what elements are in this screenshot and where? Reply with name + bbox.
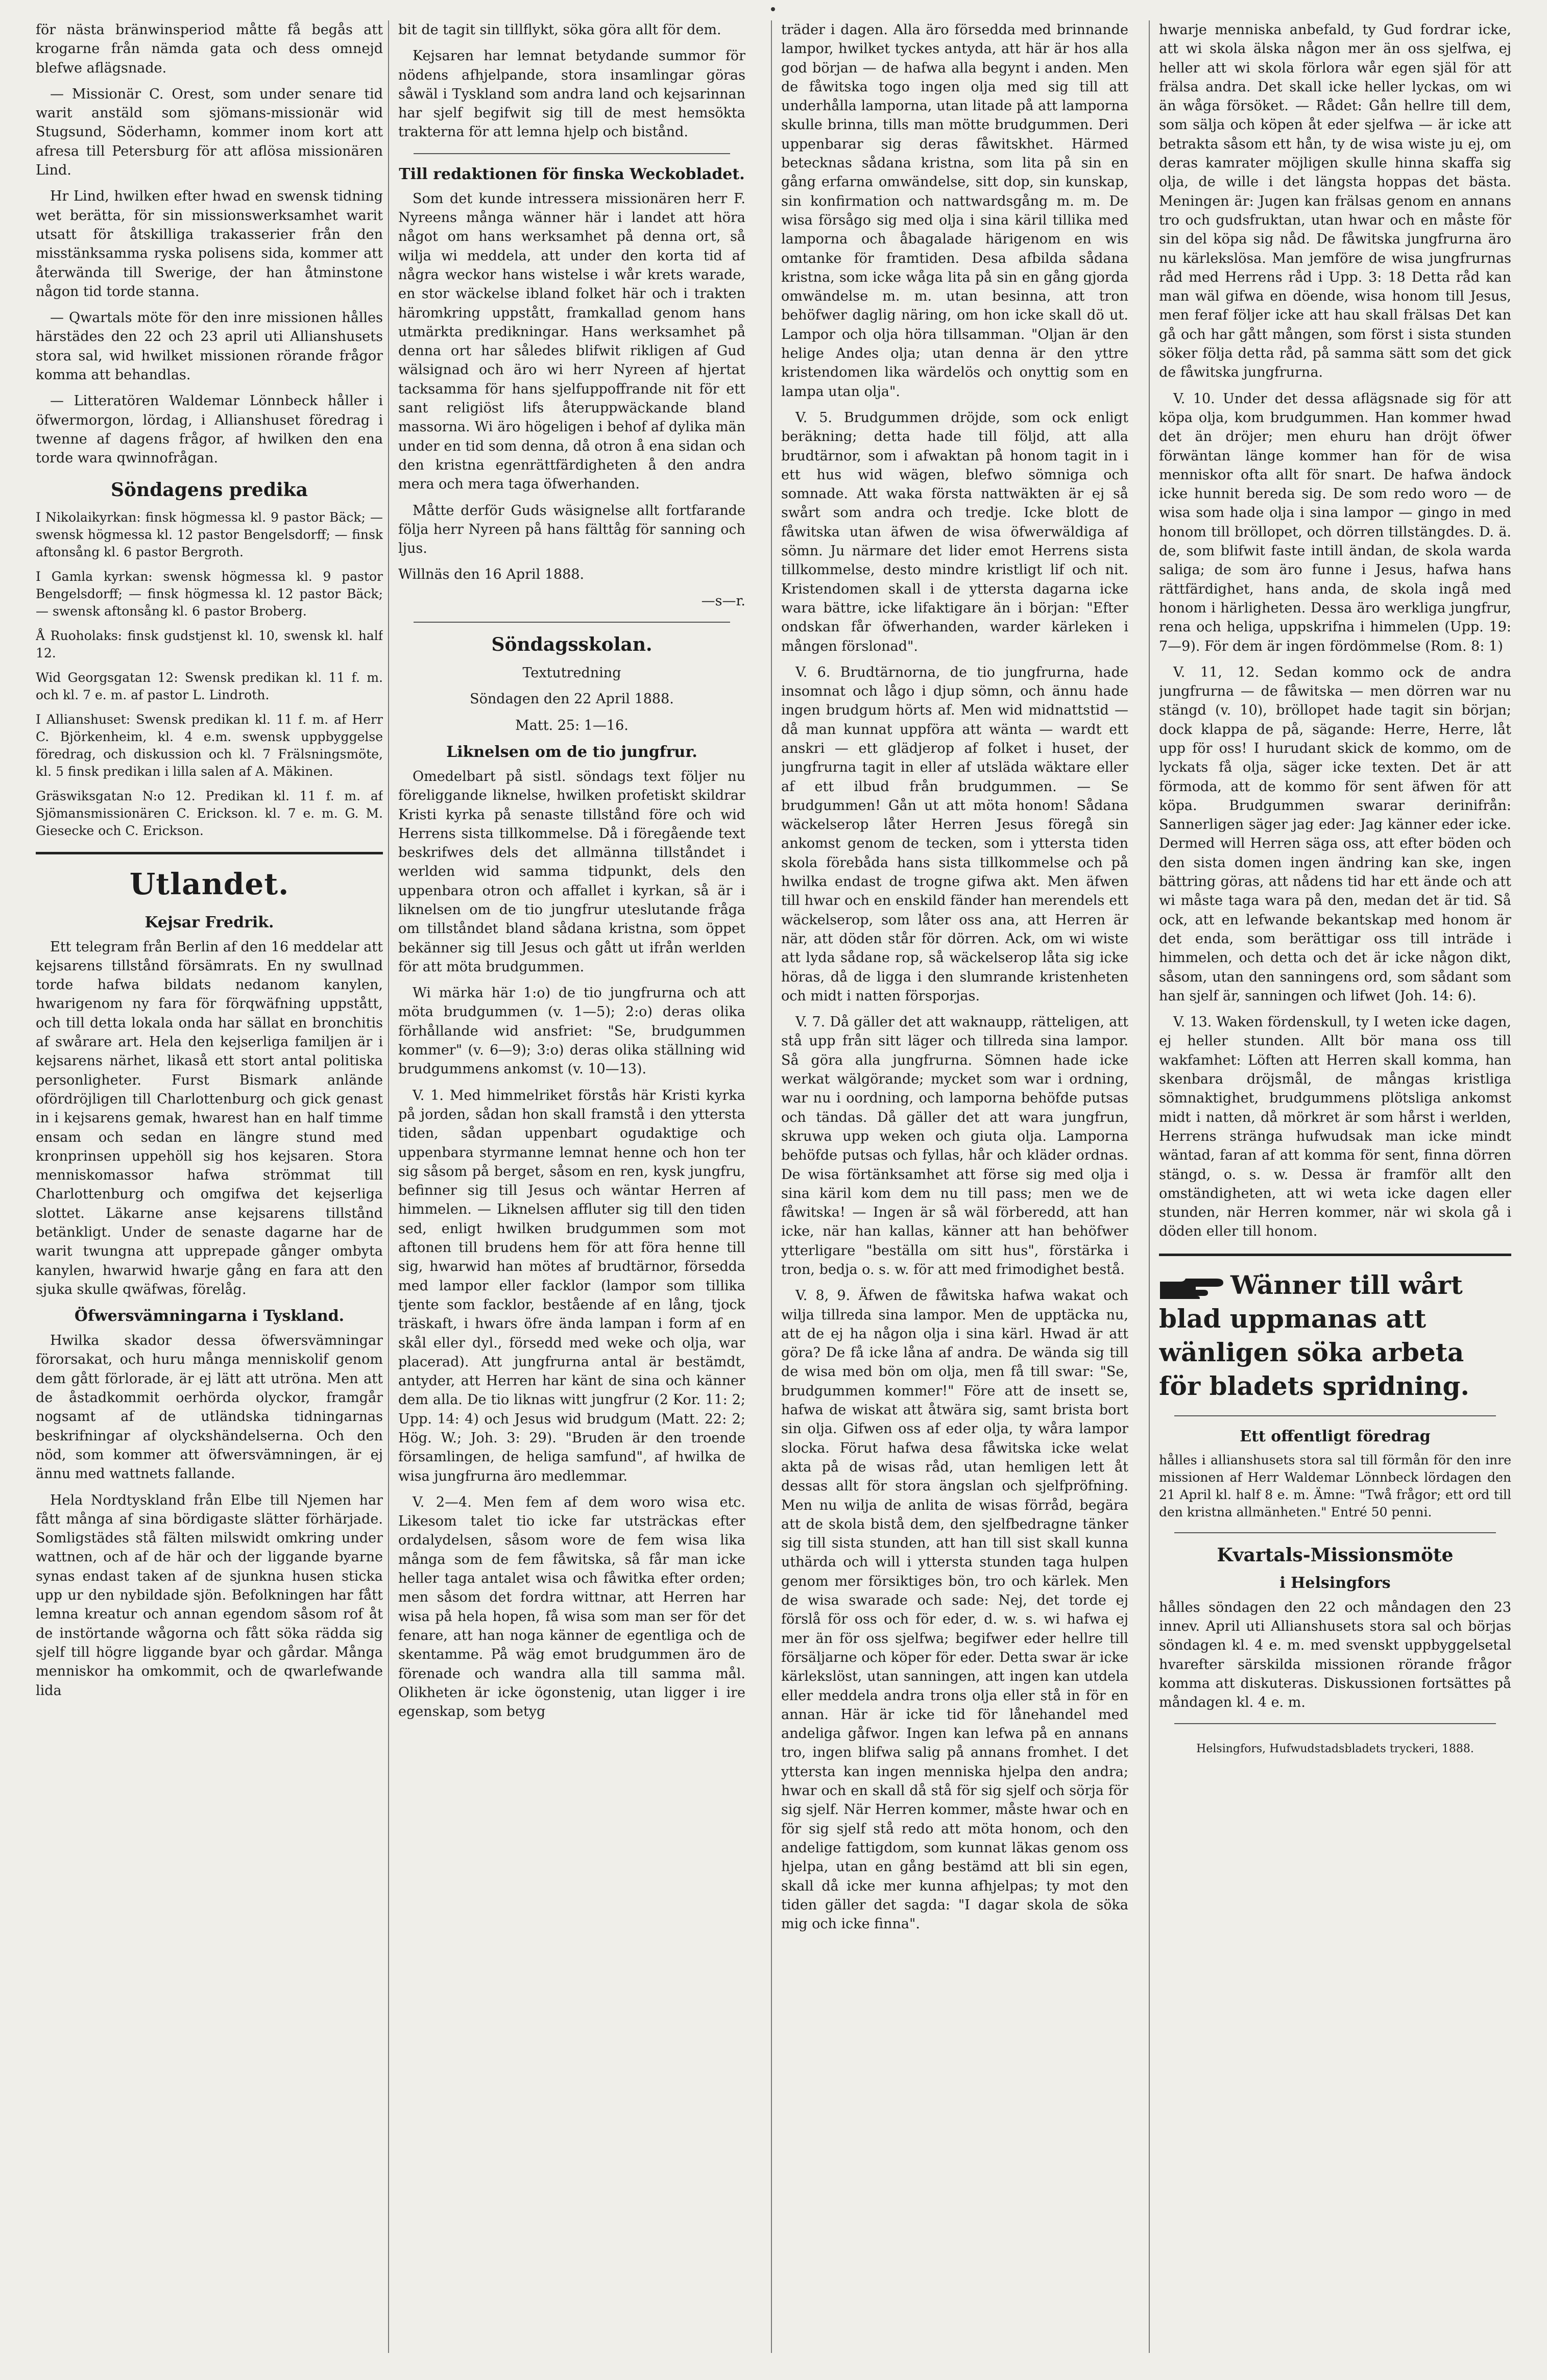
article-heading-kejsar: Kejsar Fredrik. xyxy=(144,913,274,931)
section-heading-utlandet: Utlandet. xyxy=(129,866,289,901)
article-text: V. 10. Under det dessa aflägsnade sig för att köpa olja, kom brudgummen. Han kommer hwad det än dröjer; men ehuru han dröjt öfwer förwäntan länge kommer han för de wisa menniskor ofta allt för snart. De hafwa ändock icke hunnit bereda sig. De som redo woro — de wisa som hade olja i sina lampor — gingo in med honom till bröllopet, och dörren tillstängdes. D. ä. de, som blifwit faste intill ändan, de skola warda saliga; de som äro funne i Jesus, hafwa hans rättfärdighet, hans anda, de skola ingå med honom i härligheten. Dessa äro werkliga jungfrur, rena och heliga, uppskrifna i himmelen (Upp. 19: 7—9). För dem är ingen fördömmelse (Rom. 8: 1) xyxy=(1159,390,1511,654)
article-text: Hwilka skador dessa öfwersvämningar förorsakat, och huru många menniskolif genom dem gått förlorade, är ej lätt att utröna. Men att de åstadkommit oerhörda olyckor, framgår nogsamt af de utländska tidningarnas beskrifningar af olyckshändelserna. Och den nöd, som kommer att öfwersvämningen, är ej ännu med wattnets fallande. xyxy=(36,1333,383,1482)
article-text: Kejsaren har lemnat betydande summor för nödens afhjelpande, stora insamlingar göras såwäl i Tyskland som andra land och kejsarinnan har sjelf begifwit sig till de mest hemsökta trakterna för att lemna hjelp och bistånd. xyxy=(398,48,745,140)
ad-place: i Helsingfors xyxy=(1279,1574,1391,1592)
ad-heading-kvartalsmote: Kvartals-Missionsmöte xyxy=(1217,1544,1454,1566)
notice-lonnbeck: — Litteratören Waldemar Lönnbeck håller i öfwermorgon, lördag, i Allianshuset föredrag i twenne af dagens frågor, af hwilken den ena torde wara qwinnofrågan. xyxy=(36,393,383,467)
letter-text: Som det kunde intressera missionären herr F. Nyreens många wänner här i landet att höra något om hans werksamhet på denna ort, så wilja wi meddela, att under den korta tid af några weckor hans wistelse i wår krets warade, en stor wäckelse ibland folket här och i trakten häromkring uppstått, framkallad genom hans utmärkta predikningar. Hans werksamhet på denna ort har således blifwit rikligen af Gud wälsignad och äro wi herr Nyreen af hjertat tacksamma för hans sjelfuppoffrande nit för ett sant religiöst lifs återuppwäckande bland massorna. Wi äro högeligen i behof af dylika män under en tid som denna, då otron å ena sidan och den kristna egenrättfärdigheten å den andra mera och mera taga öfwerhanden. xyxy=(398,190,745,493)
predika-item: Gräswiksgatan N:o 12. Predikan kl. 11 f. m. af Sjömansmissionären C. Erickson. kl. 7 e. m. G. M. Giesecke och C. Erickson. xyxy=(36,788,383,838)
column-4 xyxy=(1159,20,1511,2353)
article-text: Omedelbart på sistl. söndags text följer nu föreliggande liknelse, hwilken profetiskt skildrar Kristi kyrka på senaste tillstånd före och wid Herrens sista tillkommelse. Då i föregående text beskrifwes dels det allmänna tillståndet i werlden wid samma tidpunkt, dels den uppenbara otron och affallet i kyrkan, så är i liknelsen om de tio jungfrur uteslutande fråga om tillståndet bland sådana kristna, som öppet bekänner sig till Jesus och gått ut ifrån werlden för att möta brudgummen. xyxy=(398,768,745,975)
article-text: hwarje menniska anbefald, ty Gud fordrar icke, att wi skola älska någon mer än oss sjelfwa, ej heller att wi skola förlora wår egen själ för att frälsa andra. Det skall icke heller lyckas, om wi än wåga försöket. — Rådet: Gån hellre till dem, som sälja och köpen åt eder sjelfwa — är icke att betrakta såsom ett hån, ty de wisa wiste ju ej, om deras kamrater möjligen skulle hinna skaffa sig olja, de wille i det längsta hoppas det bästa. Meningen är: Jugen kan frälsas genom en annans tro och gudsfruktan, utan hwar och en måste för sin del köpa sig nåd. De fåwitska jungfrurna äro nu kärlekslösa. Man jemföre de wisa jungfrurnas råd med Herrens råd i Upp. 3: 18 Detta råd kan man wäl gifwa en döende, wisa honom till Jesus, men feraf följer icke att hau skall frälsas Det kan gå och har gått mången, som först i sista stunden söker följa detta råd, på samma sätt som det gick de fåwitska jungfrurna. xyxy=(1159,22,1511,381)
printer-footer: Helsingfors, Hufwudstadsbladets tryckeri, 1888. xyxy=(1196,1743,1474,1756)
letter-text: Måtte derför Guds wäsignelse allt fortfarande följa herr Nyreen på hans fälttåg för sanning och ljus. xyxy=(398,502,745,557)
ad-wanner xyxy=(1159,1268,1511,1403)
ad-text-foredrag: hålles i allianshusets stora sal till förmån för den inre missionen af Herr Waldemar Lönnbeck lördagen den 21 April kl. half 8 e. m. Ämne: "Twå frågor; ett ord till den kristna allmänheten." Entré 50 penni. xyxy=(1159,1452,1511,1519)
section-divider xyxy=(1159,1254,1511,1256)
subheading-textutredning: Textutredning xyxy=(522,665,621,681)
pointing-hand-icon xyxy=(1159,1275,1225,1299)
article-text: V. 2—4. Men fem af dem woro wisa etc. Likesom talet tio icke far utsträckas efter ordalydelsen, såsom wore de fem wisa lika många som de fem fåwitska, så får man icke heller taga antalet wisa och fåwitka efter orden; men såsom det fordra wittnar, att Herren har wisa på hela hopen, få wisa som man ser för det fenare, att han noga känner de egentliga och de skentamme. På wäg emot brudgummen äro de förenade och wandra alla till samma mål. Olikheten är icke ögonstenig, utan ligger i ire egenskap, som betyg xyxy=(398,1494,745,1720)
predika-item: Å Ruoholaks: finsk gudstjenst kl. 10, swensk kl. half 12. xyxy=(36,628,383,660)
section-heading-sondagsskolan: Söndagsskolan. xyxy=(491,634,652,656)
column-3 xyxy=(781,20,1128,2353)
predika-item: I Gamla kyrkan: swensk högmessa kl. 9 pastor Bengelsdorff; — finsk högmessa kl. 12 pastor Bäck; — swensk aftonsång kl. 6 pastor Broberg. xyxy=(36,569,383,619)
column-1 xyxy=(36,20,383,2353)
article-heading-liknelsen: Liknelsen om de tio jungfrur. xyxy=(446,743,697,761)
article-text: för nästa bränwinsperiod måtte få begås att krogarne från nämda gata och dess omnejd blefwe aflägsnade. xyxy=(36,22,383,76)
article-text: V. 6. Brudtärnorna, de tio jungfrurna, hade insomnat och lågo i djup sömn, och ännu hade ingen brudgum hörts af. Men wid midnattstid — då man kunnat uppföra att wänta — wardt ett anskri — ett glädjerop af folket i huset, der jungfrurna tagit in eller af utsläda wäktare eller af ett ilbud från brudgummen. — Se brudgummen! Gån ut att möta honom! Sådana wäckelserop låter Herren Jesus föregå sin ankomst genom de tecken, som i yttersta tiden skola förebåda hans sista tillkommelse och på hwilka endast de trogne gifwa akt. Men äfwen till hwar och en enskild fänder han merendels ett wäckelserop, som låter oss ana, att Herren är när, att döden står för dörren. Ack, om wi wiste att lyda sådane rop, så wäckelserop låta sig icke höras, då de ligga i den slumrande kristenheten och midt i natten försporjas. xyxy=(781,664,1128,1004)
bible-reference: Matt. 25: 1—16. xyxy=(515,717,629,733)
column-rule xyxy=(1149,20,1150,2353)
article-text: bit de tagit sin tillflykt, söka göra allt för dem. xyxy=(398,22,721,38)
section-divider xyxy=(1174,1532,1496,1533)
letter-place-date: Willnäs den 16 April 1888. xyxy=(398,567,585,583)
notice-qwartalsmote: — Qwartals möte för den inre missionen hålles härstädes den 22 och 23 april uti Allianshusets stora sal, wid hwilket missionen rörande frågor komma att behandlas. xyxy=(36,310,383,383)
predika-item: I Allianshuset: Swensk predikan kl. 11 f. m. af Herr C. Björkenheim, kl. 4 e.m. swensk uppbyggelse föredrag, och diskussion och kl. 7 Frälsningsmöte, kl. 5 finsk predikan i lilla salen af A. Mäkinen. xyxy=(36,711,383,779)
ad-heading-foredrag: Ett offentligt föredrag xyxy=(1240,1427,1431,1445)
section-divider xyxy=(414,622,730,623)
ad-wanner-text: Wänner till wårt blad uppmanas att wänligen söka arbeta för bladets spridning. xyxy=(1159,1269,1469,1401)
article-text: Hela Nordtyskland från Elbe till Njemen har fått många af sina bördigaste slätter förhärjade. Somligstädes stå fälten milswidt omkring under wattnen, och af de här och der liggande byarne synas endast taken af de sjunkna husen sticka upp ur den nybildade sjön. Befolkningen har fått lemna kreatur och annan egendom såsom rof åt de instörtande wågorna och fått söka rädda sig sjelf till högre liggande byar och gårdar. Många menniskor ha omkommit, och de qwarlefwande lida xyxy=(36,1492,383,1699)
article-text: Wi märka här 1:o) de tio jungfrurna och att möta brudgummen (v. 1—5); 2:o) deras olika förhållande wid ansfriet: "Se, brudgummen kommer" (v. 6—9); 3:o) deras olika ställning wid brudgummens ankomst (v. 10—13). xyxy=(398,985,745,1077)
article-text: V. 5. Brudgummen dröjde, som ock enligt beräkning; detta hade till följd, att alla brudtärnor, som i afwaktan på honom tagit in i ett hus wid wägen, blefwo sömniga och somnade. Att waka första nattwäkten är ej så swårt som andra och tredje. Icke blott de fåwitska utan äfwen de wisa öfwerwäldiga af sömn. Ju närmare det lider emot Herrens sista tillkommelse, desto mindre kristligt lif och nit. Kristendomen skall i de yttersta dagarna icke wara bättre, icke lifaktigare än i början: "Efter ondskan får öfwerhanden, warder kärleken i mången förslonad". xyxy=(781,409,1128,654)
section-heading-predika: Söndagens predika xyxy=(111,479,308,501)
letter-signature: —s—r. xyxy=(701,593,745,609)
section-divider xyxy=(1174,1723,1496,1724)
predika-list xyxy=(36,509,383,840)
notice-lind: Hr Lind, hwilken efter hwad en swensk tidning wet berätta, för sin missionswerksamhet warit utsatt för åtskilliga trakasserier från den misstänksamma ryska polisens sida, kommer att återwända till Swerige, der han åtminstone någon tid torde stanna. xyxy=(36,188,383,300)
section-divider xyxy=(414,153,730,154)
page-dot xyxy=(771,7,775,11)
notice-missionar: — Missionär C. Orest, som under senare tid warit anstäld som sjömans-missionär wid Stugsund, Söderhamn, kommer inom kort att afresa till Petersburg för att aflösa missionären Lind. xyxy=(36,86,383,179)
column-rule xyxy=(388,20,389,2353)
article-text: V. 7. Då gäller det att waknaupp, rätteligen, att stå upp från sitt läger och tillreda sina lampor. Så göra alla jungfrurna. Sömnen hade icke werkat wälgörande; mycket som war i ordning, war nu i oordning, och lamporna behöfde putsas och tändas. Då gäller det att wara jungfrun, skruwa upp weken och giuta olja. Lamporna behöfde putsas och fyllas, hår och kläder ordnas. De wisa förtänksamhet att förse sig med olja i sina käril kom dem nu till pass; men we de fåwitska! — Ingen är så wäl förberedd, att han icke, när han kallas, känner att han behöfwer ytterligare "beställa om sitt hus", förstärka i tron, bedja o. s. w. för att med frimodighet bestå. xyxy=(781,1014,1128,1278)
article-text: Ett telegram från Berlin af den 16 meddelar att kejsarens tillstånd försämrats. En ny swullnad torde hafwa bildats nedanom kanylen, hwarigenom ny fara för förqwäfning uppstått, och till detta lokala onda har sällat en bronchitis af swårare art. Hela den kejserliga familjen är i kejsarens närhet, likaså ett stort antal politiska personligheter. Furst Bismark anlände ofördröjligen till Charlottenburg och gick genast in i kejsarens gemak, hwarest han en half timme ensam och sedan en längre stund med kronprinsen uppehöll sig hos kejsaren. Stora menniskomassor hafwa strömmat till Charlottenburg och omgifwa det kejserliga slottet. Läkarne anse kejsarens tillstånd betänkligt. Under de senaste dagarne har de warit twungna att upprepade gånger ombyta kanylen, hwarwid hwarje gång en fara att den sjuka skulle qwäfwas, förelåg. xyxy=(36,939,383,1297)
article-text: V. 8, 9. Äfwen de fåwitska hafwa wakat och wilja tillreda sina lampor. Men de upptäcka nu, att de ej ha någon olja i sina kärl. Hwad är att göra? De få icke låna af andra. De wända sig till de wisa med bön om olja, men få till swar: "Se, brudgummen kommer!" Före att de insett se, hafwa de wiskat att åtwära sig, samt brista bort sin olja. Gifwen oss af eder olja, ty wåra lampor slocka. Förut hafwa desa fåwitska icke welat akta på de wisas råd, utan hemligen lett åt dessas allt för stora ängslan och sjelfpröfning. Men nu wilja de anlita de wisas förråd, begära att de skola bistå dem, den sjelfbedragne tänker sig till sista stunden, att han till sist skall kunna uthärda och will i yttersta stunden taga hulpen genom mer försiktiges bön, tro och kärlek. Men de wisa swarade och sade: Nej, det torde ej förslå för oss och för eder, d. w. s. wi hafwa ej mer än för oss sjelfwa; begifwer eder hellre till försäljarne och köper för eder. Detta swar är icke kärlekslöst, utan sanningen, att ingen kan utdela eller meddela andra trons olja eller stå in för en annan. Här är icke tid för lånehandel med andeliga gåfwor. Ingen kan lefwa på en annans tro, ingen blifwa salig på annans fromhet. I det yttersta kan ingen menniska hjelpa den andra; hwar och en skall då stå för sig sjelf och sörja för sig sjelf. När Herren kommer, måste hwar och en för sig sjelf stå redo att möta honom, och den andelige fattigdom, som kunnat läkas genom oss hjelpa, utan en gång bestämd att bli sin egen, skall då icke mer kunna afhjelpas; ty mot den tiden gäller det sagda: "I dagar skola de söka mig och icke finna". xyxy=(781,1288,1128,1932)
article-text: V. 1. Med himmelriket förstås här Kristi kyrka på jorden, sådan hon skall framstå i den yttersta tiden, sådan uppenbart ogudaktige och uppenbara styrmanne lemnat henne och hon ter sig såsom på berget, såsom en ren, kysk jungfru, befinner sig till Jesus och wäntar Herren af himmelen. — Liknelsen affluter sig till den tiden sed, enligt hwilken brudgummen som mot aftonen till brudens hem för att föra henne till sig, hwarwid han mötes af brudtärnor, försedda med lampor eller facklor (lampor som tillika tjente som facklor, bestående af en lång, tjock träskaft, i hwars öfre ända lampan i form af en skål eller dyl., försedd med weke och olja, war placerad). Att jungfrurna antal är bestämdt, antyder, att Herren har känt de sina och känner dem alla. De tio liknas witt jungfrur (2 Kor. 11: 2; Upp. 14: 4) och Jesus wid brudgum (Matt. 22: 2; Hög. W.; Joh. 3: 29). "Bruden är den troende församlingen, de heliga samfund", af hwilka de wisa jungfrurna äro medlemmar. xyxy=(398,1087,745,1484)
section-divider xyxy=(1174,1415,1496,1416)
article-text: V. 13. Waken fördenskull, ty I weten icke dagen, ej heller stunden. Allt bör mana oss till wakfamhet: Löften att Herren skall komma, han skenbara dröjsmål, de mångas kristliga sömnaktighet, brudgummens plötsliga ankomst midt i natten, då mörkret är som hårst i werlden, Herrens stränga hufwudsak man icke mindt wäntad, faran af att komma för sent, finna dörren stängd, o. s. w. Dessa är framför allt den omständigheten, att wi weta icke dagen eller stunden, när Herren kommer, när wi skola gå i döden eller till honom. xyxy=(1159,1014,1511,1240)
letter-heading: Till redaktionen för finska Weckobladet. xyxy=(399,165,745,183)
predika-item: I Nikolaikyrkan: finsk högmessa kl. 9 pastor Bäck; — swensk högmessa kl. 12 pastor Bengelsdorff; — finsk aftonsång kl. 6 pastor Bergroth. xyxy=(36,509,383,559)
article-heading-ofwerswamning: Öfwersvämningarna i Tyskland. xyxy=(74,1307,345,1326)
date-line: Söndagen den 22 April 1888. xyxy=(470,691,674,707)
column-2 xyxy=(398,20,745,2353)
article-text: träder i dagen. Alla äro försedda med brinnande lampor, hwilket tyckes antyda, att här är hos alla god början — de hafwa alla begynt i anden. Men de fåwitska togo ingen olja med sig till att underhålla lamporna, utan litade på att lamporna skulle brinna, tills man mötte brudgummen. Deri uppenbarar sig deras fåwitskhet. Härmed betecknas sådana kristna, som lita på sin en gång erfarna omwändelse, sitt dop, sin kunskap, sin konfirmation och nattwardsgång m. m. De wisa försågo sig med olja i sina käril tillika med lamporna och åbagalade härigenom en wis omtanke för framtiden. Desa afbilda sådana kristna, som icke wåga lita på sin en gång gjorda omwändelse m. m. utan besinna, att tron behöfwer daglig näring, om hon icke skall dö ut. Lampor och olja höra tillsamman. "Oljan är den helige Andes olja; utan denna är den yttre kristendomen lika wärdelös och onyttig som en lampa utan olja". xyxy=(781,22,1128,400)
predika-item: Wid Georgsgatan 12: Swensk predikan kl. 11 f. m. och kl. 7 e. m. af pastor L. Lindroth. xyxy=(36,670,383,702)
article-text: V. 11, 12. Sedan kommo ock de andra jungfrurna — de fåwitska — men dörren war nu stängd (v. 10), bröllopet hade tagit sin början; dock klappa de på, sägande: Herre, Herre, låt upp för oss! I hurudant skick de kommo, om de lyckats få olja, säger icke texten. Det är att förmoda, att de kommo för sent äfwen för att köpa. Brudgummen swarar derinifrån: Sannerligen säger jag eder: Jag känner eder icke. Dermed will Herren säga oss, att efter böden och den sista domen ingen ändring kan ske, ingen bättring göras, att nådens tid har ett ände och att wi måste taga wara på den, medan det är tid. Så ock, att en lefwande bekantskap med honom är det enda, som berättigar oss till inträde i himmelen, och detta och det är icke någon dikt, såsom, utan den sanningens ord, som sådant som han sjelf är, sanningen och lifwet (Joh. 14: 6). xyxy=(1159,664,1511,1004)
column-rule xyxy=(771,20,772,2353)
ad-text-kvartalsmote: hålles söndagen den 22 och måndagen den 23 innev. April uti Allianshusets stora sal och börjas söndagen kl. 4 e. m. med svenskt uppbyggelsetal hvarefter särskilda missionen rörande frågor komma att diskuteras. Diskussionen fortsättes på måndagen kl. 4 e. m. xyxy=(1159,1599,1511,1711)
section-divider xyxy=(36,852,383,854)
